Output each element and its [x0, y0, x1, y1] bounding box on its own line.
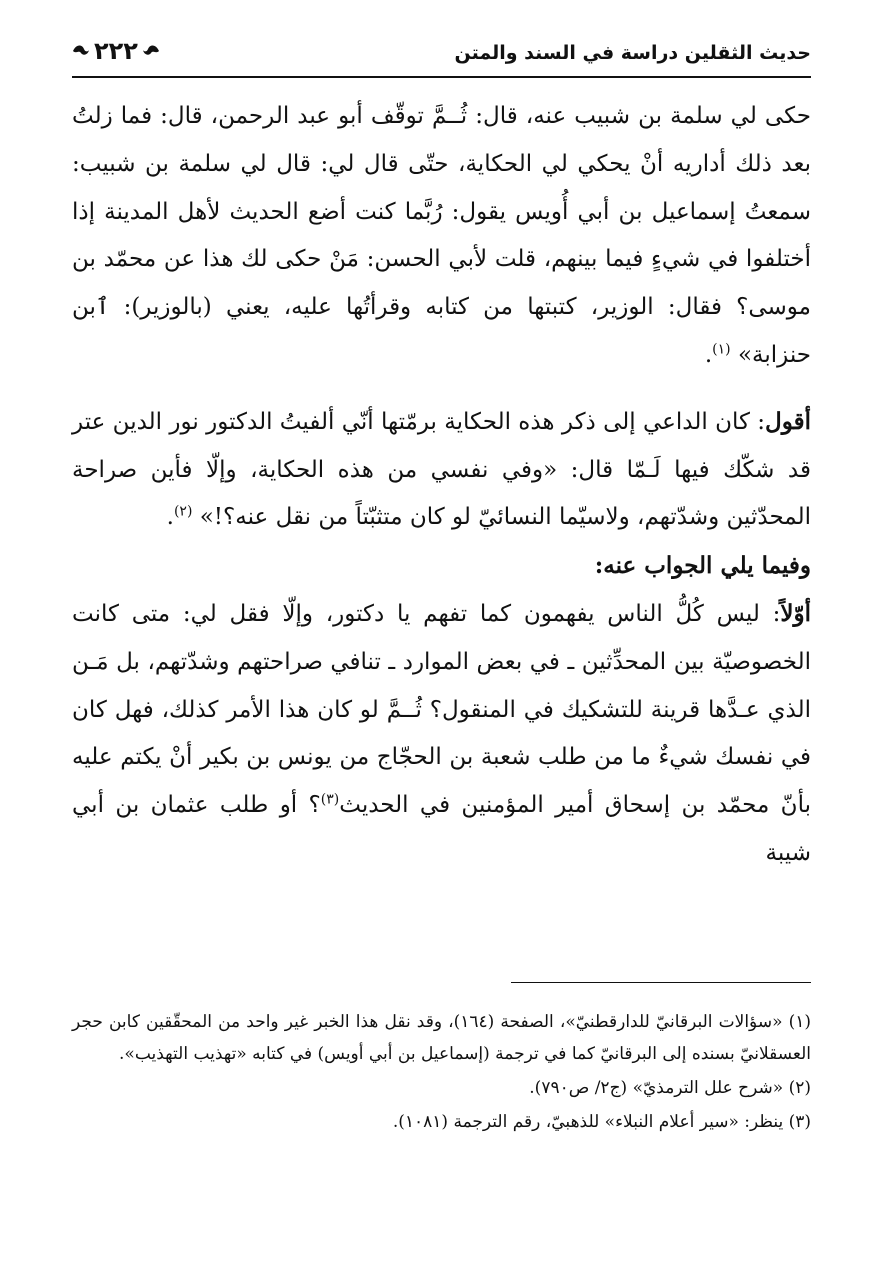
ornament-right-icon — [142, 42, 160, 60]
paragraph-2-end: . — [166, 504, 174, 531]
ornament-left-icon — [72, 42, 90, 60]
running-title: حديث الثقلين دراسة في السند والمتن — [454, 42, 811, 64]
footnote-ref-1: (١) — [712, 341, 731, 358]
footnote-ref-2: (٢) — [173, 503, 193, 520]
footnotes — [72, 1006, 811, 1140]
paragraph-2-lead: أقول — [765, 407, 811, 435]
paragraph-3 — [72, 590, 811, 878]
paragraph-3-end: ؟ أو طلب عثمان بن أبي شيبة — [72, 792, 811, 866]
footnote-1: (١) «سؤالات البرقانيّ للدارقطنيّ»، الصفحة (١٦٤)، وقد نقل هذا الخبر غير واحد من المحقّقين كابن حجر العسقلانيّ بسنده إلى البرقانيّ كما في ترجمة (إسماعيل بن أبي أويس) في كتابه «تهذيب التهذيب». — [72, 1012, 811, 1064]
page-number-block — [72, 34, 160, 68]
paragraph-1-text: حكى لي سلمة بن شبيب عنه، قال: ثُــمَّ توقّف أبو عبد الرحمن، قال: فما زلتُ بعد ذلك أداريه أنْ يحكي لي الحكاية، حتّى قال لي: قال لي سلمة بن شبيب: سمعتُ إسماعيل بن أبي أُويس يقول: رُبَّما كنت أضع الحديث لأهل المدينة إذا أختلفوا في شيءٍ فيما بينهم، قلت لأبي الحسن: مَنْ حكى لك هذا عن محمّد بن موسى؟ فقال: الوزير، كتبتها من كتابه وقرأتُها عليه، يعني (بالوزير): ٱبن حنزابة» — [72, 103, 811, 368]
paragraph-3-lead: أوّلاً — [780, 599, 811, 627]
paragraph-1 — [72, 93, 811, 380]
main-text — [72, 93, 811, 878]
paragraph-3-text: : ليس كُلُّ الناس يفهمون كما تفهم يا دكتور، وإلّا فقل لي: متى كانت الخصوصيّة بين المحدِّثين ـ في بعض الموارد ـ تنافي صراحتهم وشدّتهم، بل مَـن الذي عـدَّها قرينة للتشكيك في المنقول؟ ثُــمَّ لو كان هذا الأمر كذلك، فهل كان في نفسك شيءٌ ما من طلب شعبة بن الحجّاج من يونس بن بكير أنْ يكتم عليه بأنّ محمّد بن إسحاق أمير المؤمنين في الحديث — [72, 600, 811, 819]
paragraph-1-end: . — [704, 341, 713, 368]
page-header — [72, 28, 811, 78]
paragraph-2-text: : كان الداعي إلى ذكر هذه الحكاية برمّتها أنّي ألفيتُ الدكتور نور الدين عتر قد شكّك فيها لَـمّا قال: «وفي نفسي من هذه الحكاية، وإلّا فأين صراحة المحدّثين وشدّتهم، ولاسيّما النسائيّ لو كان متثبّتاً من نقل عنه؟!» — [72, 408, 811, 531]
footnote-divider — [511, 982, 811, 983]
footnote-2: (٢) «شرح علل الترمذيّ» (ج٢/ ص٧٩٠). — [529, 1078, 811, 1098]
page-number: ٢٢٢ — [94, 37, 138, 65]
paragraph-2 — [72, 398, 811, 542]
footnote-ref-3: (٣) — [320, 791, 340, 808]
footnote-3: (٣) ينظر: «سير أعلام النبلاء» للذهبيّ، رقم الترجمة (١٠٨١). — [392, 1112, 811, 1132]
subheading: وفيما يلي الجواب عنه: — [594, 552, 811, 580]
